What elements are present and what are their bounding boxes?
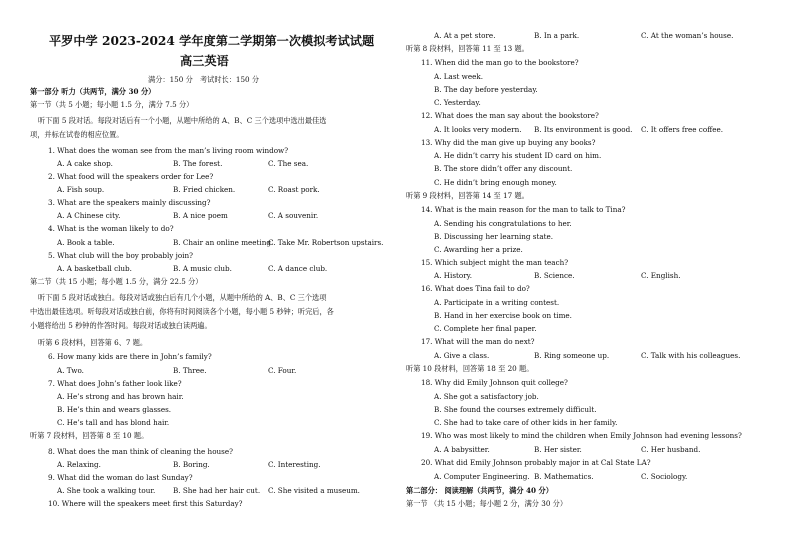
- option-b: B. A music club.: [173, 264, 232, 273]
- option-b: B. Mathematics.: [534, 472, 594, 481]
- option-a: A. Two.: [57, 366, 84, 375]
- option-c: C. Complete her final paper.: [434, 324, 537, 333]
- option-a: A. Book a table.: [57, 238, 115, 247]
- question-stem: 14. What is the main reason for the man to talk to Tina?: [421, 205, 626, 214]
- option-a: A. She took a walking tour.: [57, 486, 156, 495]
- option-b: B. In a park.: [534, 31, 580, 40]
- question-stem: 15. Which subject might the man teach?: [421, 258, 569, 267]
- option-a: A. Computer Engineering.: [434, 472, 530, 481]
- question-stem: 13. Why did the man give up buying any books?: [421, 138, 596, 147]
- option-b: B. Boring.: [173, 460, 210, 469]
- section1-instruction: 听下面 5 段对话。每段对话后有一个小题，从题中所给的 A、B、C 三个选项中选出最佳选: [38, 116, 327, 125]
- section2-instruction-cont: 中选出最佳选项。听每段对话或独白前，你将有时间阅读各个小题，每小题 5 秒钟；听完后，各: [30, 307, 334, 316]
- option-c: C. A souvenir.: [268, 211, 319, 220]
- material-note: 听第 7 段材料，回答第 8 至 10 题。: [30, 431, 149, 440]
- option-c: C. He didn’t bring enough money.: [434, 178, 557, 187]
- option-a: A. A babysitter.: [434, 445, 490, 454]
- option-c: C. Yesterday.: [434, 98, 481, 107]
- question-stem: 20. What did Emily Johnson probably major in at Cal State LA?: [421, 458, 651, 467]
- material-note: 听第 10 段材料，回答第 18 至 20 题。: [406, 364, 534, 373]
- option-c: C. It offers free coffee.: [641, 125, 724, 134]
- exam-meta: 满分：150 分 考试时长：150 分: [148, 75, 260, 84]
- option-b: B. A nice poem: [173, 211, 228, 220]
- option-b: B. Science.: [534, 271, 575, 280]
- option-c: C. She visited a museum.: [268, 486, 360, 495]
- option-b: B. She had her hair cut.: [173, 486, 261, 495]
- question-stem: 5. What club will the boy probably join?: [48, 251, 193, 260]
- option-a: A. A basketball club.: [57, 264, 132, 273]
- option-c: C. Sociology.: [641, 472, 688, 481]
- option-c: C. Roast pork.: [268, 185, 320, 194]
- option-c: C. Awarding her a prize.: [434, 245, 523, 254]
- option-c: C. Four.: [268, 366, 297, 375]
- option-c: C. At the woman’s house.: [641, 31, 734, 40]
- option-b: B. The forest.: [173, 159, 223, 168]
- question-stem: 18. Why did Emily Johnson quit college?: [421, 378, 568, 387]
- option-b: B. Chair an online meeting.: [173, 238, 274, 247]
- option-a: A. A cake shop.: [57, 159, 113, 168]
- exam-subtitle: 高三英语: [180, 54, 229, 68]
- material-note: 听第 8 段材料，回答第 11 至 13 题。: [406, 44, 529, 53]
- option-a: A. A Chinese city.: [57, 211, 121, 220]
- option-a: A. Fish soup.: [57, 185, 105, 194]
- question-stem: 17. What will the man do next?: [421, 337, 535, 346]
- option-b: B. Discussing her learning state.: [434, 232, 554, 241]
- question-stem: 10. Where will the speakers meet first this Saturday?: [48, 499, 243, 508]
- section2-instruction: 听下面 5 段对话或独白。每段对话或独白后有几个小题，从题中所给的 A、B、C 三个选项: [38, 293, 327, 302]
- material-note: 听第 9 段材料，回答第 14 至 17 题。: [406, 191, 529, 200]
- option-b: B. Her sister.: [534, 445, 582, 454]
- option-b: B. The store didn’t offer any discount.: [434, 164, 573, 173]
- part2-heading: 第二部分： 阅读理解（共两节，满分 40 分）: [406, 486, 553, 495]
- option-b: B. Fried chicken.: [173, 185, 236, 194]
- option-a: A. History.: [434, 271, 473, 280]
- option-c: C. The sea.: [268, 159, 309, 168]
- material-note: 听第 6 段材料，回答第 6、7 题。: [38, 338, 148, 347]
- option-b: B. Hand in her exercise book on time.: [434, 311, 572, 320]
- question-stem: 2. What food will the speakers order for Lee?: [48, 172, 214, 181]
- option-b: B. She found the courses extremely difficult.: [434, 405, 597, 414]
- question-stem: 3. What are the speakers mainly discussing?: [48, 198, 211, 207]
- option-c: C. He’s tall and has blond hair.: [57, 418, 170, 427]
- option-c: C. A dance club.: [268, 264, 328, 273]
- option-a: A. It looks very modern.: [434, 125, 522, 134]
- section2-instruction-cont: 小题将给出 5 秒钟的作答时间。每段对话或独白读两遍。: [30, 321, 212, 330]
- exam-title: 平罗中学 2023-2024 学年度第二学期第一次模拟考试试题: [49, 34, 375, 48]
- option-b: B. Ring someone up.: [534, 351, 610, 360]
- question-stem: 8. What does the man think of cleaning the house?: [48, 447, 233, 456]
- question-stem: 6. How many kids are there in John’s family?: [48, 352, 212, 361]
- option-b: B. He’s thin and wears glasses.: [57, 405, 172, 414]
- option-a: A. He’s strong and has brown hair.: [57, 392, 184, 401]
- option-a: A. Relaxing.: [57, 460, 101, 469]
- option-b: B. The day before yesterday.: [434, 85, 538, 94]
- section2-heading: 第二节（共 15 小题；每小题 1.5 分，满分 22.5 分）: [30, 277, 203, 286]
- option-a: A. He didn’t carry his student ID card on him.: [434, 151, 602, 160]
- question-stem: 19. Who was most likely to mind the children when Emily Johnson had evening lessons?: [421, 431, 742, 440]
- question-stem: 16. What does Tina fail to do?: [421, 284, 530, 293]
- section1-instruction-cont: 项，并标在试卷的相应位置。: [30, 130, 124, 139]
- option-c: C. Interesting.: [268, 460, 321, 469]
- option-c: C. Her husband.: [641, 445, 701, 454]
- question-stem: 1. What does the woman see from the man’s living room window?: [48, 146, 289, 155]
- option-c: C. English.: [641, 271, 681, 280]
- part2-section1-heading: 第一节 （共 15 小题；每小题 2 分，满分 30 分）: [406, 499, 568, 508]
- option-b: B. Its environment is good.: [534, 125, 633, 134]
- option-a: A. She got a satisfactory job.: [434, 392, 539, 401]
- question-stem: 11. When did the man go to the bookstore?: [421, 58, 579, 67]
- option-c: C. Talk with his colleagues.: [641, 351, 741, 360]
- question-stem: 12. What does the man say about the bookstore?: [421, 111, 599, 120]
- option-c: C. Take Mr. Robertson upstairs.: [268, 238, 384, 247]
- option-a: A. At a pet store.: [434, 31, 496, 40]
- option-b: B. Three.: [173, 366, 207, 375]
- option-a: A. Participate in a writing contest.: [434, 298, 560, 307]
- option-c: C. She had to take care of other kids in her family.: [434, 418, 618, 427]
- question-stem: 9. What did the woman do last Sunday?: [48, 473, 193, 482]
- option-a: A. Give a class.: [434, 351, 490, 360]
- option-a: A. Last week.: [434, 72, 483, 81]
- question-stem: 4. What is the woman likely to do?: [48, 224, 174, 233]
- option-a: A. Sending his congratulations to her.: [434, 219, 572, 228]
- part1-heading: 第一部分 听力（共两节，满分 30 分）: [30, 87, 156, 96]
- section1-heading: 第一节（共 5 小题；每小题 1.5 分，满分 7.5 分）: [30, 100, 194, 109]
- question-stem: 7. What does John’s father look like?: [48, 379, 182, 388]
